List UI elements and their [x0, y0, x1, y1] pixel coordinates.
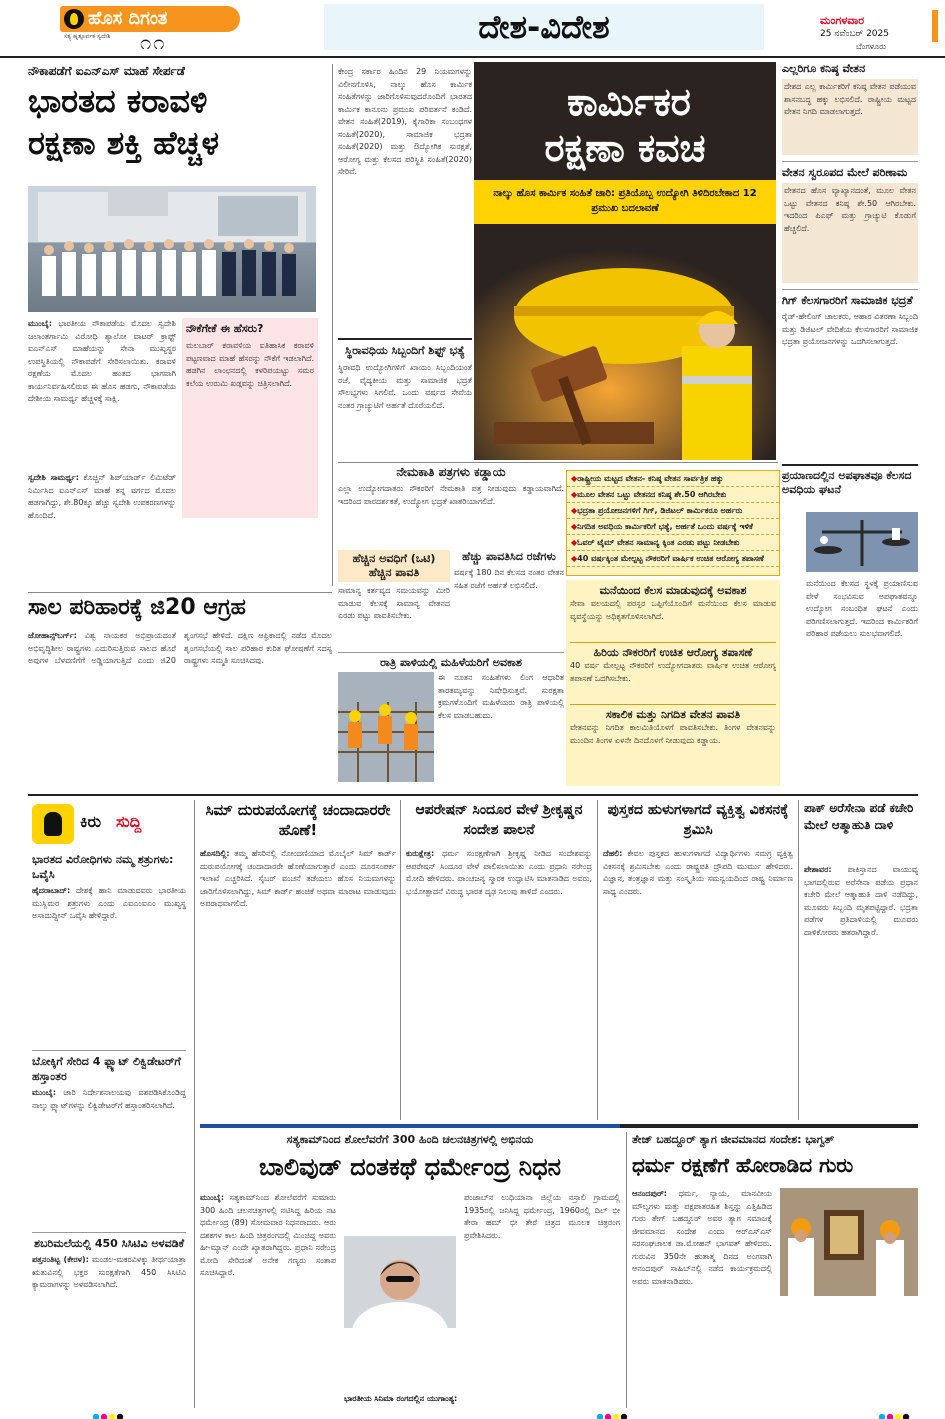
print-registration-marks	[0, 1408, 945, 1419]
sindoor-story	[406, 800, 592, 1124]
section-title: ದೇಶ-ವಿದೇಶ	[478, 8, 610, 46]
timely-pay-body: ವೇತನವನ್ನು ನಿಗದಿತ ಕಾಲಮಿತಿಯೊಳಗೆ ಪಾವತಿಸಬೇಕು. ತಿಂಗಳ ವೇತನವನ್ನು ಮುಂದಿನ ತಿಂಗಳ ಏಳನೇ ದಿನದೊಳಗೆ ನೀಡುವುದು ಕಡ್ಡಾಯ.	[570, 723, 776, 745]
issue-date: 25 ನವೆಂಬರ್ 2025	[820, 29, 889, 39]
night-shift-story	[338, 652, 564, 786]
registration-dot	[605, 1414, 611, 1419]
bullet-item: ◆ 40 ವರ್ಷಕ್ಕಿಂತ ಮೇಲ್ಪಟ್ಟ ನೌಕರರಿಗೆ ವಾರ್ಷಿಕ ಉಚಿತ ಆರೋಗ್ಯ ತಪಾಸಣೆ	[567, 551, 779, 567]
sindoor-body	[406, 848, 592, 1118]
feature-strap: ನಾಲ್ಕು ಹೊಸ ಕಾರ್ಮಿಕ ಸಂಹಿತೆ ಜಾರಿ: ಪ್ರತಿಯೊಬ್ಬ ಉದ್ಯೋಗಿ ತಿಳಿದಿರಬೇಕಾದ 12 ಪ್ರಮುಖ ಬದಲಾವಣೆ	[474, 180, 776, 224]
workers-photo-figures	[338, 672, 434, 782]
brief-owaisi	[32, 852, 186, 1046]
color-bar	[932, 10, 938, 42]
paid-leave-box	[454, 550, 564, 646]
feature-headline-2: ರಕ್ಷಣಾ ಕವಚ	[544, 128, 706, 170]
navy-sidebar-body: ಮಲಬಾರ್ ಕರಾವಳಿಯ ಐತಿಹಾಸಿಕ ಕರಾವಳಿ ಪಟ್ಟಣವಾದ ಮಾಹೆ ಹೆಸರನ್ನು ನೌಕೆಗೆ ಇಡಲಾಗಿದೆ. ಹಡಗಿನ ಲಾಂಛನದಲ್ಲಿ ಕಳರಿಪಯಟ್ಟು ಸಮರ ಕಲೆಯ ಉರುಮಿ ಖಡ್ಗವನ್ನು ಚಿತ್ರಿಸಲಾಗಿದೆ.	[186, 341, 314, 388]
pak-body	[804, 864, 918, 1120]
wfh-box	[566, 580, 780, 786]
registration-dot	[93, 1414, 99, 1419]
labour-intro-body: ಕೇಂದ್ರ ಸರ್ಕಾರ ಹಿಂದಿನ 29 ನಿಯಮಗಳನ್ನು ವಿಲೀನಗೊಳಿಸಿ, ನಾಲ್ಕು ಹೊಸ ಕಾರ್ಮಿಕ ಸಂಹಿತೆಗಳನ್ನು ಜಾರಿಗೊಳಿಸುವುದರೊಂದಿಗೆ ಭಾರತದ ಕಾರ್ಮಿಕ ಕಾನೂನು ಪ್ರಮುಖ ಪರಿವರ್ತನೆ ಕಂಡಿದೆ. ವೇತನ ಸಂಹಿತೆ(2019), ಕೈಗಾರಿಕಾ ಸಂಬಂಧಗಳ ಸಂಹಿತೆ(2020), ಸಾಮಾಜಿಕ ಭದ್ರತಾ ಸಂಹಿತೆ(2020) ಮತ್ತು ಔದ್ಯೋಗಿಕ ಸುರಕ್ಷತೆ, ಆರೋಗ್ಯ ಮತ್ತು ಕೆಲಸದ ಪರಿಸ್ಥಿತಿ ಸಂಹಿತೆ(2020) ಸೇರಿವೆ.	[338, 67, 472, 176]
feature-headline-1: ಕಾರ್ಮಿಕರ	[567, 82, 691, 124]
bullet-item: ◆ ಭದ್ರತಾ ಪ್ರಯೋಜನಗಳಿಗೆ ಗಿಗ್, ಡಿಜಿಟಲ್ ಕಾರ್ಮಿಕರೂ ಅರ್ಹರು	[567, 503, 779, 519]
night-shift-body: ಈ ನೂತನ ಸಂಹಿತೆಗಳು ಲಿಂಗ ಆಧಾರಿತ ತಾರತಮ್ಯವನ್ನು ನಿಷೇಧಿಸುತ್ತವೆ. ಸುರಕ್ಷತಾ ಕ್ರಮಗಳೊಂದಿಗೆ ಮಹಿಳೆಯರು ರಾತ್ರಿ ಪಾಳಿಯಲ್ಲಿ ಕೆಲಸ ಮಾಡಬಹುದು.	[438, 673, 564, 720]
kirusuddi-label-2: ಸುದ್ದಿ	[116, 812, 142, 831]
dharmendra-body	[200, 1192, 336, 1408]
tegh-kicker: ತೇಜ್ ಬಹದ್ದೂರ್ ತ್ಯಾಗ ಜೀವಮಾನದ ಸಂದೇಶ: ಭಾಗ್ವತ್	[632, 1133, 835, 1146]
brief-owaisi-title: ಭಾರತದ ವಿರೋಧಿಗಳು ನಮ್ಮ ಶತ್ರುಗಳು: ಒವೈಸಿ	[32, 853, 174, 881]
sim-headline: ಸಿಮ್ ದುರುಪಯೋಗಕ್ಕೆ ಚಂದಾದಾರರೇ ಹೊಣೆ!	[205, 801, 391, 839]
registration-dot	[887, 1414, 893, 1419]
g20-body-text: ವಿಶ್ವ ನಾಯಕರ ಅಭಿಪ್ರಾಯದಂತೆ ಅಭಿವೃದ್ಧಿಶೀಲ ರಾಷ್ಟ್ರಗಳು ಎದುರಿಸುತ್ತಿರುವ ಸಾಲದ ಹೊರೆ ಅವುಗಳ ಬೆಳವಣಿಗೆಗೆ ಅಡ್ಡಿಯಾಗುತ್ತಿದೆ ಎಂದು ಜಿ20 ಶೃಂಗಸಭೆ ಹೇಳಿದೆ. ದಕ್ಷಿಣ ಆಫ್ರಿಕಾದಲ್ಲಿ ನಡೆದ ಮೊದಲ ಶೃಂಗಸಭೆಯಲ್ಲಿ ಸಾಲ ಪರಿಹಾರ ಕುರಿತ ಘೋಷಣೆಗೆ ಸದಸ್ಯ ರಾಷ್ಟ್ರಗಳು ಸಮ್ಮತಿ ಸೂಚಿಸಿದವು.	[28, 631, 332, 665]
wfh-title: ಮನೆಯಿಂದ ಕೆಲಸ ಮಾಡುವುದಕ್ಕೆ ಅವಕಾಶ	[599, 584, 747, 597]
divider	[338, 462, 778, 463]
tegh-dateline: ಆನಂದಪುರ್:	[632, 1189, 667, 1198]
registration-dot	[117, 1414, 123, 1419]
navy-headline-1: ಭಾರತದ ಕರಾವಳಿ	[28, 84, 208, 120]
sindoor-dateline: ಕುರುಕ್ಷೇತ್ರ:	[406, 849, 435, 858]
divider	[28, 592, 332, 593]
navy-body	[28, 318, 176, 468]
navy-photo-figures	[28, 186, 316, 312]
labour-intro	[338, 66, 472, 460]
color-swatches	[0, 1412, 945, 1419]
commute-accident-box	[782, 464, 918, 786]
navy-subhead: ಸ್ವದೇಶಿ ಸಾಮರ್ಥ್ಯ:	[28, 473, 79, 482]
registration-dot	[895, 1414, 901, 1419]
tegh-ceremony-figures	[780, 1188, 918, 1296]
brief-owaisi-body	[32, 885, 186, 923]
scale-illustration	[806, 512, 918, 572]
tegh-story	[632, 1132, 918, 1408]
masthead	[0, 0, 945, 58]
pak-body-text: ಪಾಕಿಸ್ತಾನದ ವಾಯುವ್ಯ ಭಾಗದಲ್ಲಿರುವ ಅರೆಸೇನಾ ಪಡೆಯ ಪ್ರಧಾನ ಕಚೇರಿ ಮೇಲೆ ಆತ್ಮಾಹುತಿ ದಾಳಿ ನಡೆದಿದ್ದು, ಮೂವರು ಸಿಬ್ಬಂದಿ ಮೃತಪಟ್ಟಿದ್ದಾರೆ. ಭದ್ರತಾ ಪಡೆಗಳ ಪ್ರತಿದಾಳಿಯಲ್ಲಿ ಮೂವರು ದಾಳಿಕೋರರು ಹತರಾಗಿದ್ದಾರೆ.	[804, 865, 918, 937]
shift-allowance-title: ಸ್ಥಿರಾವಧಿಯ ಸಿಬ್ಬಂದಿಗೆ ಶಿಫ್ಟ್ ಭತ್ಯೆ	[345, 344, 465, 357]
books-headline: ಪುಸ್ತಕದ ಹುಳುಗಳಾಗದೆ ವ್ಯಕ್ತಿತ್ವ ವಿಕಸನಕ್ಕೆ ಶ್ರಮಿಸಿ	[607, 802, 789, 838]
feature-block	[474, 62, 776, 460]
navy-kicker: ನೌಕಾಪಡೆಗೆ ಐಎನ್‌ಎಸ್ ಮಾಹೆ ಸೇರ್ಪಡೆ	[28, 64, 185, 78]
right-sidebar	[782, 62, 918, 460]
navy-sidebar	[182, 318, 318, 518]
min-wage-body: ದೇಶದ ಎಲ್ಲ ಕಾರ್ಮಿಕರಿಗೆ ಕನಿಷ್ಠ ವೇತನ ಪಡೆಯುವ ಶಾಸನಬದ್ಧ ಹಕ್ಕು ಲಭಿಸಲಿದೆ. ರಾಷ್ಟ್ರೀಯ ಮಟ್ಟದ ವೇತನ ನಿಗದಿ ಮಾಡಲಾಗುತ್ತದೆ.	[782, 79, 918, 155]
dharmendra-portrait	[344, 1236, 456, 1328]
bullet-item: ◆ ಮೂಲ ವೇತನ ಒಟ್ಟು ವೇತನದ ಕನಿಷ್ಠ ಶೇ.50 ಆಗಿರಬೇಕು	[567, 487, 779, 503]
divider	[626, 1132, 627, 1408]
navy-body-text: ಭಾರತೀಯ ನೌಕಾಪಡೆಯ ಮೊದಲ ಸ್ವದೇಶಿ ಜಲಾಂತರ್ಗಾಮಿ ವಿರೋಧಿ ಶ್ಯಾಲೋ ವಾಟರ್ ಕ್ರಾಫ್ಟ್ ಐಎನ್‌ಎಸ್ ಮಾಹೆಯನ್ನು ಸೇನಾ ಮುಖ್ಯಸ್ಥರ ಉಪಸ್ಥಿತಿಯಲ್ಲಿ ನೌಕಾಪಡೆಗೆ ಸೇರಿಸಲಾಯಿತು. ಕರಾವಳಿ ರಕ್ಷಣೆಯ ಮೊದಲ ಹಂತದ ಭಾಗವಾಗಿ ಕಾರ್ಯನಿರ್ವಹಿಸಲಿರುವ ಈ ಹೊಸ ಹಡಗು, ನೌಕಾಪಡೆಯ ದೇಶೀಯ ಸಾಮರ್ಥ್ಯ ಹೆಚ್ಚಳಕ್ಕೆ ಸಾಕ್ಷಿ.	[28, 319, 176, 403]
brief-flats-text: ಜಾರಿ ನಿರ್ದೇಶನಾಲಯವು ವಶಪಡಿಸಿಕೊಂಡಿದ್ದ ನಾಲ್ಕು ಫ್ಲ್ಯಾಟ್‌ಗಳನ್ನು ಲಿಕ್ವಿಡೇಟರ್‌ಗೆ ಹಸ್ತಾಂತರಿಸಲಾಗಿದೆ.	[32, 1088, 186, 1110]
g20-body	[28, 630, 332, 782]
dharmendra-body-text: ಸತ್ಯಕಾಮ್‌ನಿಂದ ಶೋಲೆವರೆಗೆ ಸುಮಾರು 300 ಹಿಂದಿ ಚಲನಚಿತ್ರಗಳಲ್ಲಿ ನಟಿಸಿದ್ದ ಹಿರಿಯ ನಟ ಧರ್ಮೇಂದ್ರ (89) ಸೋಮವಾರ ನಿಧನರಾದರು. ಆರು ದಶಕಗಳ ಕಾಲ ಹಿಂದಿ ಚಿತ್ರರಂಗದಲ್ಲಿ ಮಿಂಚಿದ್ದ ಅವರು ಹೀ-ಮ್ಯಾನ್ ಎಂದೇ ಖ್ಯಾತರಾಗಿದ್ದರು. ಪ್ರಧಾನಿ ನರೇಂದ್ರ ಮೋದಿ ಸೇರಿದಂತೆ ಅನೇಕ ಗಣ್ಯರು ಸಂತಾಪ ಸೂಚಿಸಿದ್ದಾರೆ.	[200, 1193, 336, 1277]
registration-dot	[621, 1414, 627, 1419]
g20-dateline: ಜೋಹಾನ್ಸ್‌ಬರ್ಗ್:	[28, 631, 77, 640]
hand-icon	[32, 804, 74, 844]
books-dateline: ದೆಹಲಿ:	[603, 849, 623, 858]
dharmendra-kicker: ಸತ್ಯಕಾಮ್‌ನಿಂದ ಶೋಲೆವರೆಗೆ 300 ಹಿಂದಿ ಚಲನಚಿತ್ರಗಳಲ್ಲಿ ಅಭಿನಯ	[286, 1133, 534, 1146]
navy-story	[28, 62, 328, 590]
dharmendra-footer: ಭಾರತೀಯ ಸಿನಿಮಾ ರಂಗದಲ್ಲಿನ ಯುಗಾಂತ್ಯ:	[344, 1394, 458, 1403]
registration-dot	[101, 1414, 107, 1419]
appointment-title: ನೇಮಕಾತಿ ಪತ್ರಗಳು ಕಡ್ಡಾಯ	[396, 465, 506, 479]
brand-name: ಹೊಸ ದಿಗಂತ	[88, 8, 168, 29]
dharmendra-story	[200, 1132, 620, 1408]
divider	[194, 800, 195, 1408]
dharmendra-dateline: ಮುಂಬೈ:	[200, 1193, 225, 1202]
sindoor-headline: ಆಪರೇಷನ್ ಸಿಂದೂರ ವೇಳೆ ಶ್ರೀಕೃಷ್ಣನ ಸಂದೇಶ ಪಾಲನೆ	[415, 802, 583, 838]
dharmendra-photo	[344, 1236, 456, 1328]
sim-dateline: ಹೊಸದಿಲ್ಲಿ:	[200, 849, 230, 858]
navy-sidebar-title: ನೌಕೆಗೇಕೆ ಈ ಹೆಸರು?	[186, 322, 264, 335]
navy-dateline: ಮುಂಬೈ:	[28, 319, 53, 328]
wfh-body: ಸೇವಾ ವಲಯದಲ್ಲಿ ಪರಸ್ಪರ ಒಪ್ಪಿಗೆಯೊಂದಿಗೆ ಮನೆಯಿಂದ ಕೆಲಸ ಮಾಡುವ ವ್ಯವಸ್ಥೆಯನ್ನು ಅಧಿಕೃತಗೊಳಿಸಲಾಗಿದೆ.	[570, 599, 776, 621]
tegh-headline: ಧರ್ಮ ರಕ್ಷಣೆಗೆ ಹೋರಾಡಿದ ಗುರು	[632, 1154, 854, 1177]
shift-allowance-body: ಸ್ಥಿರಾವಧಿ ಉದ್ಯೋಗಿಗಳಿಗೆ ಖಾಯಂ ಸಿಬ್ಬಂದಿಯಂತೆ ರಜೆ, ವೈದ್ಯಕೀಯ ಮತ್ತು ಸಾಮಾಜಿಕ ಭದ್ರತೆ ಸೌಲಭ್ಯಗಳು ಸಿಗಲಿವೆ. ಒಂದು ವರ್ಷದ ಸೇವೆಯ ನಂತರ ಗ್ರಾಚ್ಯುಟಿಗೆ ಅರ್ಹತೆ ದೊರೆಯಲಿದೆ.	[338, 363, 472, 410]
tegh-photo	[780, 1188, 918, 1296]
sim-body-text: ತಮ್ಮ ಹೆಸರಿನಲ್ಲಿ ನೋಂದಣಿಯಾದ ಮೊಬೈಲ್ ಸಿಮ್ ಕಾರ್ಡ್ ದುರುಪಯೋಗಕ್ಕೆ ಚಂದಾದಾರರೇ ಹೊಣೆಯಾಗುತ್ತಾರೆ ಎಂದು ದೂರಸಂಪರ್ಕ ಇಲಾಖೆ ಎಚ್ಚರಿಸಿದೆ. ಸೈಬರ್ ವಂಚನೆ ತಡೆಯಲು ಹೊಸ ನಿಯಮಗಳನ್ನು ಜಾರಿಗೊಳಿಸಲಾಗಿದ್ದು, ಸಿಮ್ ಕಾರ್ಡ್ ಹಂಚಿಕೆ ಅಥವಾ ಮಾರಾಟ ಮಾಡುವುದು ಅಪರಾಧವಾಗಲಿದೆ.	[200, 849, 396, 908]
brief-flats	[32, 1050, 186, 1228]
health-check-title: ಹಿರಿಯ ನೌಕರರಿಗೆ ಉಚಿತ ಆರೋಗ್ಯ ತಪಾಸಣೆ	[570, 642, 776, 660]
brief-sabarimala-dateline: ಪತ್ತನಂತಿಟ್ಟ (ಕೇರಳ):	[32, 1255, 89, 1264]
navy-body-2	[28, 472, 176, 582]
g20-story	[28, 596, 332, 786]
timely-pay-title: ಸಕಾಲಿಕ ಮತ್ತು ನಿಗದಿತ ವೇತನ ಪಾವತಿ	[570, 704, 776, 722]
feature-bullets	[566, 470, 780, 576]
divider	[597, 800, 598, 1120]
brief-flats-dateline: ಮುಂಬೈ:	[32, 1088, 57, 1097]
brief-sabarimala-body	[32, 1254, 186, 1292]
kirusuddi-label-1: ಕಿರು	[80, 812, 102, 831]
appointment-body: ಎಲ್ಲಾ ಉದ್ಯೋಗದಾತರು ನೌಕರರಿಗೆ ನೇಮಕಾತಿ ಪತ್ರ ನೀಡುವುದು ಕಡ್ಡಾಯವಾಗಿದೆ. ಇದರಿಂದ ಪಾರದರ್ಶಕತೆ, ಉದ್ಯೋಗ ಭದ್ರತೆ ಖಾತರಿಯಾಗಲಿದೆ.	[338, 484, 564, 506]
health-check-body: 40 ವರ್ಷ ಮೇಲ್ಪಟ್ಟ ನೌಕರರಿಗೆ ಉದ್ಯೋಗದಾತರು ವಾರ್ಷಿಕ ಉಚಿತ ಆರೋಗ್ಯ ತಪಾಸಣೆ ಒದಗಿಸಬೇಕು.	[570, 661, 776, 683]
brief-flats-title: ಬೋಕ್ಕಿಗೆ ಸೇರಿದ 4 ಫ್ಲ್ಯಾಟ್ ಲಿಕ್ವಿಡೇಟರ್‌ಗೆ ಹಸ್ತಾಂತರ	[32, 1050, 186, 1084]
brief-sabarimala	[32, 1232, 186, 1404]
commute-accident-title: ಪ್ರಯಾಣದಲ್ಲಿನ ಅಪಘಾತವೂ ಕೆಲಸದ ಅವಧಿಯ ಘಟನೆ	[782, 464, 918, 497]
sindoor-body-text: ಧರ್ಮ ಸಂರಕ್ಷಣೆಗಾಗಿ ಶ್ರೀಕೃಷ್ಣ ನೀಡಿದ ಸಂದೇಶವನ್ನು ಆಪರೇಷನ್ ಸಿಂದೂರ ವೇಳೆ ಪಾಲಿಸಲಾಯಿತು ಎಂದು ಪ್ರಧಾನಿ ನರೇಂದ್ರ ಮೋದಿ ಹೇಳಿದರು. ಪಾಂಚಜನ್ಯ ಸ್ಮಾರಕ ಉದ್ಘಾಟಿಸಿ ಮಾತನಾಡಿದ ಅವರು, ಭಯೋತ್ಪಾದನೆ ವಿರುದ್ಧ ಭಾರತ ದೃಢ ನಿಲುವು ತಾಳಿದೆ ಎಂದರು.	[406, 849, 592, 896]
books-body-text: ಕೇವಲ ಪುಸ್ತಕದ ಹುಳುಗಳಾಗದೆ ವಿದ್ಯಾರ್ಥಿಗಳು ಸಮಗ್ರ ವ್ಯಕ್ತಿತ್ವ ವಿಕಸನಕ್ಕೆ ಶ್ರಮಿಸಬೇಕು ಎಂದು ರಾಷ್ಟ್ರಪತಿ ದ್ರೌಪದಿ ಮುರ್ಮು ಹೇಳಿದರು. ವಿಜ್ಞಾನ, ತಂತ್ರಜ್ಞಾನ ಮತ್ತು ಸಂಸ್ಕೃತಿಯ ಸಮನ್ವಯದಿಂದ ರಾಷ್ಟ್ರ ನಿರ್ಮಾಣ ಸಾಧ್ಯ ಎಂದರು.	[603, 849, 793, 896]
tegh-body-text: ಧರ್ಮ, ನ್ಯಾಯ, ಮಾನವೀಯ ಮೌಲ್ಯಗಳು ಮತ್ತು ಪಕ್ಷಪಾತರಹಿತ ಶಿಸ್ತನ್ನು ಎತ್ತಿಹಿಡಿದ ಗುರು ತೇಗ್ ಬಹದ್ದೂರ್ ಅವರ ತ್ಯಾಗ ಸಮಾಜಕ್ಕೆ ಜೀವಮಾನದ ಸಂದೇಶ ಎಂದು ಆರ್‌ಎಸ್‌ಎಸ್ ಸರಸಂಘಚಾಲಕ ಡಾ.ಮೋಹನ್ ಭಾಗವತ್ ಹೇಳಿದರು. ಗುರುವಿನ 350ನೇ ಹುತಾತ್ಮ ದಿನದ ಅಂಗವಾಗಿ ಆನಂದಪುರ್ ಸಾಹಿಬ್‌ನಲ್ಲಿ ನಡೆದ ಕಾರ್ಯಕ್ರಮದಲ್ಲಿ ಅವರು ಮಾತನಾಡಿದರು.	[632, 1189, 772, 1286]
paid-leave-title: ಹೆಚ್ಚು ಪಾವತಿಸಿದ ರಜೆಗಳು	[462, 550, 556, 563]
section-title-box	[324, 4, 764, 50]
commute-accident-body: ಮನೆಯಿಂದ ಕೆಲಸದ ಸ್ಥಳಕ್ಕೆ ಪ್ರಯಾಣಿಸುವ ವೇಳೆ ಸಂಭವಿಸುವ ಅಪಘಾತವನ್ನೂ ಉದ್ಯೋಗ ಸಂಬಂಧಿತ ಘಟನೆ ಎಂದು ಪರಿಗಣಿಸಲಾಗುತ್ತದೆ. ಇದರಿಂದ ಕಾರ್ಮಿಕರಿಗೆ ಪರಿಹಾರ ಪಡೆಯಲು ಸುಲಭವಾಗಲಿದೆ.	[806, 579, 918, 638]
overtime-title: ಹೆಚ್ಚಿನ ಅವಧಿಗೆ (ಒಟಿ) ಹೆಚ್ಚಿನ ಪಾವತಿ	[338, 550, 450, 582]
registration-dot	[879, 1414, 885, 1419]
registration-dot	[903, 1414, 909, 1419]
gavel-worker-illustration	[474, 226, 776, 460]
brief-owaisi-dateline: ಹೈದರಾಬಾದ್:	[32, 886, 71, 895]
books-story	[603, 800, 793, 1124]
page-number: ೧೧	[140, 30, 167, 54]
workers-photo	[338, 672, 434, 782]
bullet-item: ◆ ರಾಷ್ಟ್ರೀಯ ಮಟ್ಟದ ವೇತನ- ಕನಿಷ್ಠ ವೇತನ ಸಾರ್ವತ್ರಿಕ ಹಕ್ಕು	[567, 471, 779, 487]
sim-story	[200, 800, 396, 1124]
lamp-icon	[64, 9, 84, 29]
brief-flats-body	[32, 1087, 186, 1112]
brief-sabarimala-text: ಮಂಡಲ-ಮಕರವಿಳಕ್ಕು ತೀರ್ಥಯಾತ್ರಾ ಋತುವಿನಲ್ಲಿ ಭಕ್ತರ ಸುರಕ್ಷತೆಗಾಗಿ 450 ಸಿಸಿಟಿವಿ ಕ್ಯಾಮರಾಗಳನ್ನು ಅಳವಡಿಸಲಾಗಿದೆ.	[32, 1255, 186, 1289]
pak-story	[804, 800, 918, 1124]
gig-security-body: ರೈಡ್-ಹೇಲಿಂಗ್ ಚಾಲಕರು, ಆಹಾರ ವಿತರಣಾ ಸಿಬ್ಬಂದಿ ಮತ್ತು ಡಿಜಿಟಲ್ ವೇದಿಕೆಯ ಕೆಲಸಗಾರರಿಗೆ ಸಾಮಾಜಿಕ ಭದ್ರತಾ ಪ್ರಯೋಜನಗಳನ್ನು ಒದಗಿಸಲಾಗುತ್ತದೆ.	[782, 312, 918, 346]
overtime-body: ಸಾಮಾನ್ಯ ಕರ್ತವ್ಯದ ಸಮಯವನ್ನು ಮೀರಿ ಮಾಡುವ ಕೆಲಸಕ್ಕೆ ಸಾಮಾನ್ಯ ವೇತನದ ಎರಡು ಪಟ್ಟು ಪಾವತಿಸಬೇಕು.	[338, 586, 450, 620]
brand-tagline: ಸತ್ಯ ಹೃತ್ಪೂರ್ವಕ ಸ್ವದೇಶಿ	[64, 33, 111, 40]
tegh-body	[632, 1188, 772, 1406]
min-wage-title: ಎಲ್ಲರಿಗೂ ಕನಿಷ್ಠ ವೇತನ	[782, 62, 866, 75]
shift-allowance-box	[338, 338, 472, 460]
navy-headline-2: ರಕ್ಷಣಾ ಶಕ್ತಿ ಹೆಚ್ಚಳ	[28, 126, 219, 162]
appointment-letters	[338, 464, 564, 548]
bullet-item: ◆ ಓವರ್ ಟೈಮ್ ವೇತನ ಸಾಮಾನ್ಯ ಕ್ಕಿಂತ ಎರಡು ಪಟ್ಟು ನೀಡಬೇಕು	[567, 535, 779, 551]
accent-bar	[200, 1124, 918, 1128]
kirusuddi-column	[28, 800, 190, 1408]
paid-leave-body: ವರ್ಷಕ್ಕೆ 180 ದಿನ ಕೆಲಸದ ನಂತರ ವೇತನ ಸಹಿತ ರಜೆಗೆ ಅರ್ಹತೆ ಲಭಿಸಲಿದೆ.	[454, 568, 564, 590]
gig-security-title: ಗಿಗ್ ಕೆಲಸಗಾರರಿಗೆ ಸಾಮಾಜಿಕ ಭದ್ರತೆ	[782, 289, 918, 308]
pay-structure-title: ವೇತನ ಸ್ವರೂಪದ ಮೇಲೆ ಪರಿಣಾಮ	[782, 161, 918, 180]
registration-dot	[613, 1414, 619, 1419]
brand-logo	[60, 6, 240, 32]
registration-dot	[109, 1414, 115, 1419]
divider	[28, 794, 918, 796]
books-body	[603, 848, 793, 1118]
dharmendra-body-2: ಪಂಜಾಬ್‌ನ ಲುಧಿಯಾನಾ ಜಿಲ್ಲೆಯ ನಸ್ರಾಲಿ ಗ್ರಾಮದಲ್ಲಿ 1935ರಲ್ಲಿ ಜನಿಸಿದ್ದ ಧರ್ಮೇಂದ್ರ, 1960ರಲ್ಲಿ ದಿಲ್ ಭೀ ತೇರಾ ಹಮ್ ಭೀ ತೇರೆ ಚಿತ್ರದ ಮೂಲಕ ಚಿತ್ರರಂಗ ಪ್ರವೇಶಿಸಿದರು.	[464, 1193, 620, 1240]
tegh-body-2	[780, 1302, 918, 1406]
divider	[798, 800, 799, 1120]
scale-icon	[806, 512, 918, 572]
pak-dateline: ಪೇಶಾವರ:	[804, 865, 832, 874]
issue-city: ಬೆಂಗಳೂರು	[856, 42, 886, 51]
divider	[332, 64, 333, 586]
navy-ceremony-photo	[28, 186, 316, 312]
overtime-box	[338, 550, 450, 646]
g20-headline: ಸಾಲ ಪರಿಹಾರಕ್ಕೆ ಜಿ20 ಆಗ್ರಹ	[28, 596, 246, 620]
sim-body	[200, 848, 396, 1118]
pay-structure-body: ವೇತನದ ಹೊಸ ವ್ಯಾಖ್ಯಾನದಂತೆ, ಮೂಲ ವೇತನ ಒಟ್ಟು ವೇತನದ ಕನಿಷ್ಠ ಶೇ.50 ಆಗಿರಬೇಕು. ಇದರಿಂದ ಪಿಎಫ್ ಮತ್ತು ಗ್ರಾಚ್ಯುಟಿ ಕೊಡುಗೆ ಹೆಚ್ಚಲಿದೆ.	[782, 183, 918, 283]
navy-continued	[182, 524, 318, 584]
dharmendra-headline: ಬಾಲಿವುಡ್ ದಂತಕಥೆ ಧರ್ಮೇಂದ್ರ ನಿಧನ	[259, 1154, 561, 1181]
navy-body-2-text: ಕೊಚ್ಚಿನ್ ಶಿಪ್‌ಯಾರ್ಡ್ ಲಿಮಿಟೆಡ್ ನಿರ್ಮಿಸಿದ ಐಎನ್‌ಎಸ್ ಮಾಹೆ ತನ್ನ ವರ್ಗದ ಮೊದಲ ಹಡಗಾಗಿದ್ದು, ಶೇ.80ಕ್ಕೂ ಹೆಚ್ಚು ಸ್ವದೇಶಿ ಉಪಕರಣಗಳನ್ನು ಹೊಂದಿದೆ.	[28, 473, 176, 520]
night-shift-title: ರಾತ್ರಿ ಪಾಳಿಯಲ್ಲಿ ಮಹಿಳೆಯರಿಗೆ ಅವಕಾಶ	[338, 652, 564, 670]
weekday: ಮಂಗಳವಾರ	[820, 14, 865, 27]
pak-headline: ಪಾಕ್ ಅರೆಸೇನಾ ಪಡೆ ಕಚೇರಿ ಮೇಲೆ ಆತ್ಮಾಹುತಿ ದಾಳಿ	[804, 801, 914, 832]
bullet-item: ◆ ನಿಗದಿತ ಅವಧಿಯ ಕಾರ್ಮಿಕರಿಗೆ ಭತ್ಯೆ, ಅರ್ಹತೆ ಒಂದು ವರ್ಷಕ್ಕೆ ಇಳಿಕೆ	[567, 519, 779, 535]
registration-dot	[597, 1414, 603, 1419]
brief-sabarimala-title: ಶಬರಿಮಲೆಯಲ್ಲಿ 450 ಸಿಸಿಟಿವಿ ಅಳವಡಿಕೆ	[32, 1232, 186, 1251]
divider	[400, 800, 401, 1120]
brief-owaisi-text: ದೇಶಕ್ಕೆ ಹಾನಿ ಮಾಡುವವರು ಭಾರತೀಯ ಮುಸ್ಲಿಮರ ಶತ್ರುಗಳು ಎಂದು ಎಐಎಂಐಎಂ ಮುಖ್ಯಸ್ಥ ಅಸಾದುದ್ದೀನ್ ಒವೈಸಿ ಹೇಳಿದ್ದಾರೆ.	[32, 886, 186, 920]
kirusuddi-badge	[32, 804, 182, 844]
